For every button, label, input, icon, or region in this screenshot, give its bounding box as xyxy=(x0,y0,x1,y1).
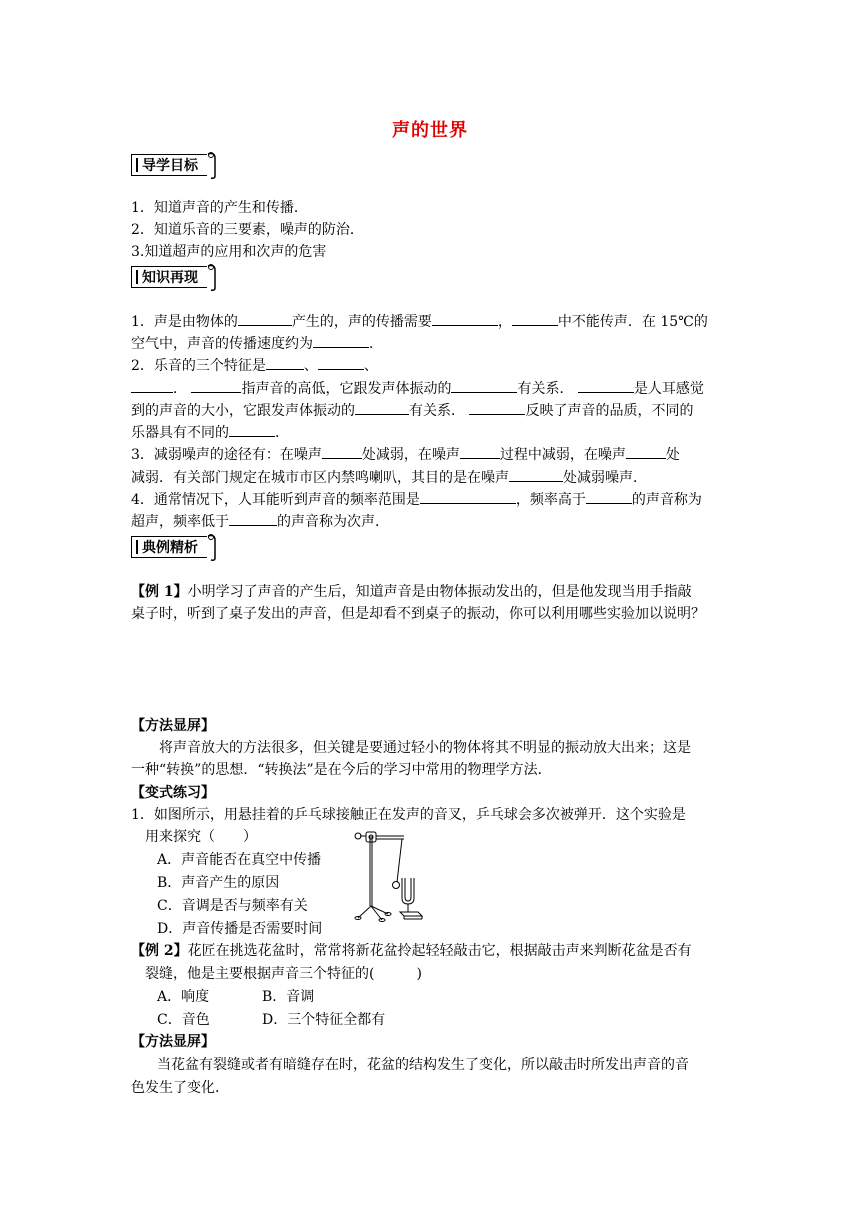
knowledge-q1-line1: 1．声是由物体的 产生的，声的传播需要 ， 中不能传声．在 15℃的 xyxy=(131,311,708,332)
fill-blank[interactable] xyxy=(322,444,362,459)
method1-line1: 将声音放大的方法很多，但关键是要通过轻小的物体将其不明显的振动放大出来；这是 xyxy=(159,740,691,756)
tuning-fork-ball-figure xyxy=(352,830,424,922)
fill-blank[interactable] xyxy=(432,311,498,326)
practice-line1: 1．如图所示，用悬挂着的乒乓球接触正在发声的音叉，乒乓球会多次被弹开．这个实验是 xyxy=(131,807,686,823)
scroll-ornament-icon xyxy=(207,262,217,292)
section-header-label: 导学目标 xyxy=(142,158,198,174)
practice-option-d: D．声音传播是否需要时间 xyxy=(157,921,323,937)
fill-blank[interactable] xyxy=(460,444,500,459)
fill-blank[interactable] xyxy=(626,444,666,459)
fill-blank[interactable] xyxy=(131,378,173,393)
example2-option-c: C．音色 xyxy=(157,1012,210,1028)
fill-blank[interactable] xyxy=(229,422,275,437)
fill-blank[interactable] xyxy=(586,489,632,504)
knowledge-q2-line4: 乐器具有不同的 ． xyxy=(131,422,289,443)
fill-blank[interactable] xyxy=(451,378,517,393)
fill-blank[interactable] xyxy=(578,378,634,393)
practice-option-a: A．声音能否在真空中传播 xyxy=(157,852,322,868)
goal-item: 1．知道声音的产生和传播． xyxy=(131,200,308,216)
knowledge-q2-line2: ． 指声音的高低，它跟发声体振动的 有关系． 是人耳感觉 xyxy=(131,378,704,399)
section-header-knowledge xyxy=(131,266,207,288)
knowledge-q2-line1: 2．乐音的三个特征是 、 、 xyxy=(131,355,378,376)
method2-line2: 色发生了变化． xyxy=(131,1080,229,1096)
knowledge-q3-line2: 减弱．有关部门规定在城市市区内禁鸣喇叭，其目的是在噪声 处减弱噪声． xyxy=(131,467,647,488)
fill-blank[interactable] xyxy=(238,311,292,326)
example2-option-b: B．音调 xyxy=(262,989,315,1005)
fill-blank[interactable] xyxy=(318,355,364,370)
fill-blank[interactable] xyxy=(509,467,563,482)
example1-line1: 【例 1】小明学习了声音的产生后，知道声音是由物体振动发出的，但是他发现当用手指敲 xyxy=(131,584,692,600)
fill-blank[interactable] xyxy=(313,333,369,348)
page-title: 声的世界 xyxy=(392,120,468,141)
knowledge-q3-line1: 3．减弱噪声的途径有：在噪声 处减弱，在噪声 过程中减弱，在噪声 处 xyxy=(131,444,680,465)
section-header-label: 知识再现 xyxy=(142,270,198,286)
example2-option-a: A．响度 xyxy=(157,989,210,1005)
method2-line1: 当花盆有裂缝或者有暗缝存在时，花盆的结构发生了变化，所以敲击时所发出声音的音 xyxy=(157,1057,689,1073)
practice-option-b: B．声音产生的原因 xyxy=(157,875,280,891)
fill-blank[interactable] xyxy=(512,311,558,326)
fill-blank[interactable] xyxy=(191,378,241,393)
fill-blank[interactable] xyxy=(266,355,304,370)
method1-line2: 一种“转换”的思想．“转换法”是在今后的学习中常用的物理学方法． xyxy=(131,762,552,778)
method2-label: 【方法显屏】 xyxy=(131,1034,215,1050)
goal-item: 2．知道乐音的三要素，噪声的防治． xyxy=(131,222,364,238)
example2-line2: 裂缝，他是主要根据声音三个特征的( ) xyxy=(145,966,422,982)
section-header-examples xyxy=(131,536,207,558)
knowledge-q1-line2: 空气中，声音的传播速度约为 ． xyxy=(131,333,383,354)
practice-option-c: C．音调是否与频率有关 xyxy=(157,898,308,914)
scroll-ornament-icon xyxy=(207,150,217,180)
practice-label: 【变式练习】 xyxy=(131,785,215,801)
fill-blank[interactable] xyxy=(420,489,516,504)
knowledge-q4-line1: 4．通常情况下，人耳能听到声音的频率范围是 ，频率高于 的声音称为 xyxy=(131,489,702,510)
knowledge-q4-line2: 超声，频率低于 的声音称为次声． xyxy=(131,511,389,532)
section-header-goals xyxy=(131,154,207,176)
example2-option-d: D．三个特征全都有 xyxy=(262,1012,386,1028)
fill-blank[interactable] xyxy=(469,400,525,415)
goal-item: 3.知道超声的应用和次声的危害 xyxy=(131,244,327,260)
practice-line2: 用来探究（ ） xyxy=(145,829,257,845)
scroll-ornament-icon xyxy=(207,532,217,562)
method1-label: 【方法显屏】 xyxy=(131,718,215,734)
example2-line1: 【例 2】花匠在挑选花盆时，常常将新花盆拎起轻轻敲击它，根据敲击声来判断花盆是否有 xyxy=(131,943,692,959)
fill-blank[interactable] xyxy=(229,511,277,526)
knowledge-q2-line3: 到的声音的大小，它跟发声体振动的 有关系． 反映了声音的品质，不同的 xyxy=(131,400,693,421)
fill-blank[interactable] xyxy=(355,400,409,415)
section-header-label: 典例精析 xyxy=(142,540,198,556)
example1-line2: 桌子时，听到了桌子发出的声音，但是却看不到桌子的振动，你可以利用哪些实验加以说明？ xyxy=(131,606,705,622)
